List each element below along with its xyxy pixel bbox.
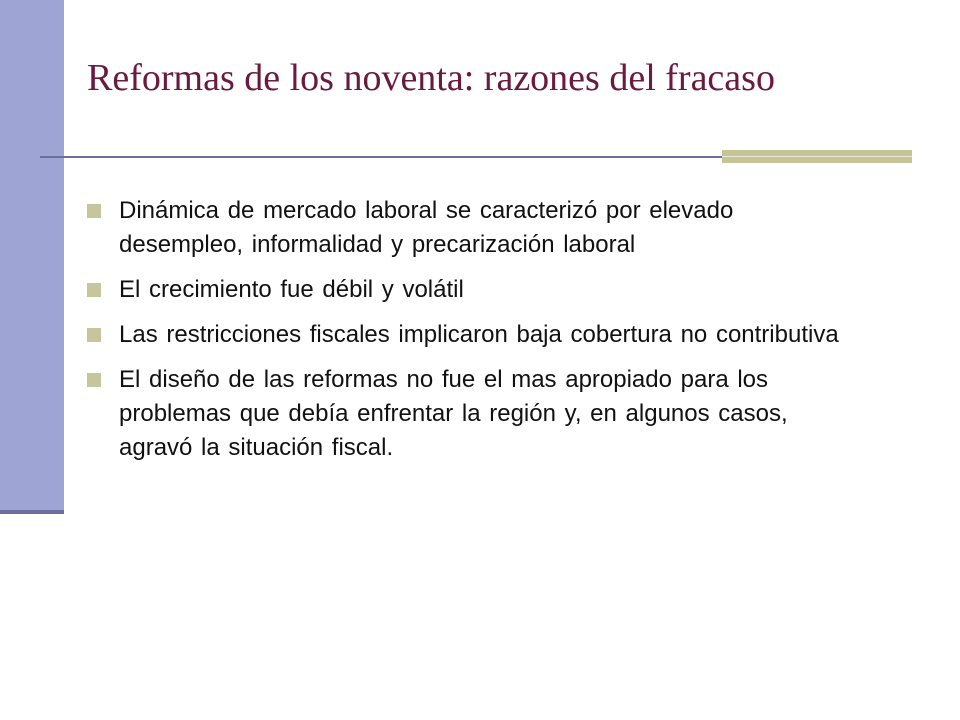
title-divider-accent-highlight xyxy=(722,156,912,157)
bullet-item xyxy=(87,194,847,262)
bullet-text: El crecimiento fue débil y volátil xyxy=(119,276,464,303)
bullet-item xyxy=(87,363,847,465)
square-bullet-icon xyxy=(87,283,101,297)
title-divider-line xyxy=(40,156,722,158)
bullet-text: El diseño de las reformas no fue el mas apropiado para los problemas que debía enfrentar la región y, en algunos casos, agravó la situación fiscal. xyxy=(119,366,788,461)
square-bullet-icon xyxy=(87,204,101,218)
left-accent-bar xyxy=(0,0,64,512)
square-bullet-icon xyxy=(87,328,101,342)
slide-title: Reformas de los noventa: razones del fracaso xyxy=(87,57,775,99)
bullet-item xyxy=(87,273,847,307)
square-bullet-icon xyxy=(87,373,101,387)
bullet-text: Dinámica de mercado laboral se caracterizó por elevado desempleo, informalidad y precarización laboral xyxy=(119,197,734,258)
bullet-text: Las restricciones fiscales implicaron baja cobertura no contributiva xyxy=(119,321,839,348)
left-accent-bar-shadow xyxy=(0,510,64,514)
bullet-list xyxy=(87,194,847,476)
bullet-item xyxy=(87,318,847,352)
